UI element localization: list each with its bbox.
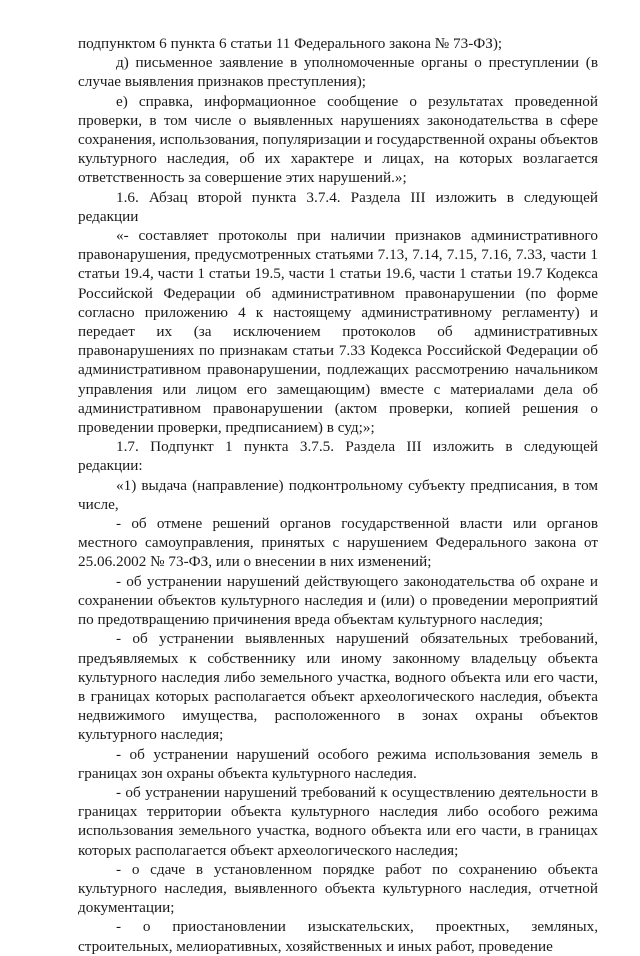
paragraph-2: д) письменное заявление в уполномоченные органы о преступлении (в случае выявления признаков преступления); bbox=[78, 54, 598, 91]
paragraph-12: - об устранении нарушений требований к осуществлению деятельности в границах территории объекта культурного наследия либо особого режима использования земельного участка, водного объекта или его части, в границах которых располагается объект археологического наследия; bbox=[78, 783, 598, 859]
document-body bbox=[78, 34, 598, 956]
paragraph-10: - об устранении выявленных нарушений обязательных требований, предъявляемых к собственнику или иному законному владельцу объекта культурного наследия либо земельного участка, водного объекта или его части, в границах которых располагается объект археологического наследия, объекта недвижимого имущества, расположенного в зонах охраны объектов культурного наследия; bbox=[78, 630, 598, 744]
paragraph-11: - об устранении нарушений особого режима использования земель в границах зон охраны объекта культурного наследия. bbox=[78, 745, 598, 782]
paragraph-14: - о приостановлении изыскательских, проектных, земляных, строительных, мелиоративных, хозяйственных и иных работ, проведение bbox=[78, 918, 598, 955]
paragraph-6: 1.7. Подпункт 1 пункта 3.7.5. Раздела III изложить в следующей редакции: bbox=[78, 438, 598, 475]
paragraph-8: - об отмене решений органов государственной власти или органов местного самоуправления, принятых с нарушением Федерального закона от 25.06.2002 № 73-ФЗ, или о внесении в них изменений; bbox=[78, 515, 598, 571]
paragraph-13: - о сдаче в установленном порядке работ по сохранению объекта культурного наследия, выявленного объекта культурного наследия, отчетной документации; bbox=[78, 860, 598, 917]
paragraph-5: «- составляет протоколы при наличии признаков административного правонарушения, предусмотренных статьями 7.13, 7.14, 7.15, 7.16, 7.33, части 1 статьи 19.4, части 1 статьи 19.5, части 1 статьи 19.6, части 1 статьи 19.7 Кодекса Российской Федерации об административном правонарушении (по форме согласно приложению 4 к настоящему административному регламенту) и передает их (за исключением протоколов об административных правонарушениях по признакам статьи 7.33 Кодекса Российской Федерации об административном правонарушении, подлежащих рассмотрению начальником управления или лицом его замещающим) вместе с материалами дела об административном правонарушении (актом проверки, копией решения о проведении проверки, предписанием) в суд;»; bbox=[78, 227, 598, 437]
paragraph-3: е) справка, информационное сообщение о результатах проведенной проверки, в том числе о выявленных нарушениях законодательства в сфере сохранения, использования, популяризации и государственной охраны объектов культурного наследия, об их характере и лицах, на которых возлагается ответственность за совершение этих нарушений.»; bbox=[78, 92, 598, 187]
paragraph-7: «1) выдача (направление) подконтрольному субъекту предписания, в том числе, bbox=[78, 476, 598, 513]
paragraph-9: - об устранении нарушений действующего законодательства об охране и сохранении объектов культурного наследия и (или) о проведении мероприятий по предотвращению причинения вреда объектам культурного наследия; bbox=[78, 572, 598, 629]
paragraph-1: подпунктом 6 пункта 6 статьи 11 Федерального закона № 73-ФЗ); bbox=[78, 35, 503, 52]
paragraph-4: 1.6. Абзац второй пункта 3.7.4. Раздела III изложить в следующей редакции bbox=[78, 188, 598, 225]
